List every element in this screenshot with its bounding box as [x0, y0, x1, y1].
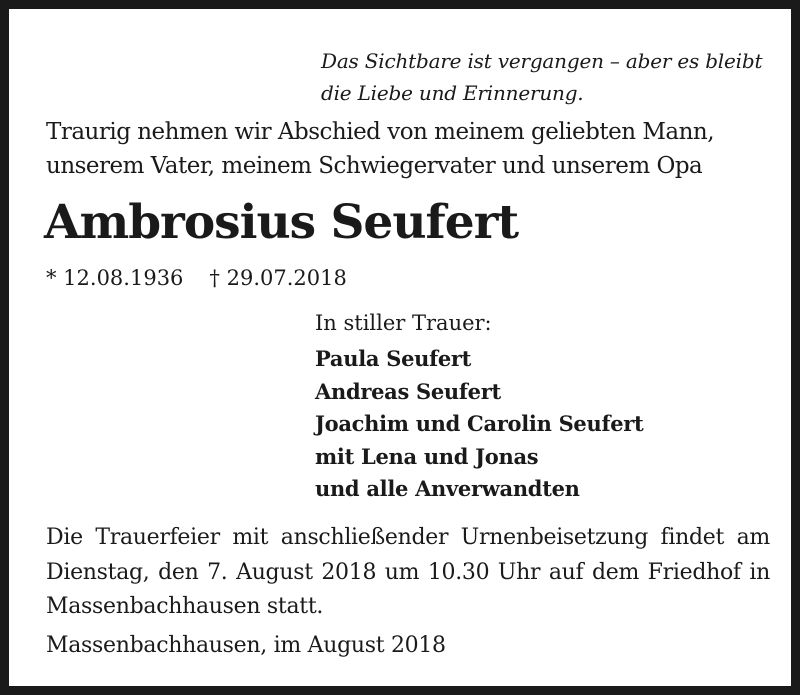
- mourner-name: Joachim und Carolin Seufert: [315, 411, 644, 436]
- mourner-name: Andreas Seufert: [315, 378, 501, 404]
- intro-text: Traurig nehmen wir Abschied von meinem geliebten Mann, unserem Vater, meinem Schwiegervater und unserem Opa: [46, 119, 715, 179]
- mourning-heading: In stiller Trauer:: [315, 311, 492, 335]
- birth-date: * 12.08.1936: [46, 266, 184, 290]
- death-date: † 29.07.2018: [209, 266, 347, 290]
- memorial-quote: Das Sichtbare ist vergangen – aber es bleibt die Liebe und Erinnerung.: [321, 49, 763, 105]
- place-and-date: Massenbachhausen, im August 2018: [46, 633, 446, 658]
- mourners-list: [315, 343, 643, 506]
- deceased-name: Ambrosius Seufert: [44, 195, 519, 250]
- life-dates: [46, 263, 347, 293]
- mourner-name: Paula Seufert: [315, 346, 472, 371]
- mourner-name: mit Lena und Jonas: [315, 443, 539, 469]
- mourner-name: und alle Anverwandten: [315, 476, 580, 501]
- funeral-service-info: Die Trauerfeier mit anschließender Urnenbeisetzung findet am Dienstag, den 7. August 2018 um 10.30 Uhr auf dem Friedhof in Massenbachhausen statt.: [46, 525, 770, 619]
